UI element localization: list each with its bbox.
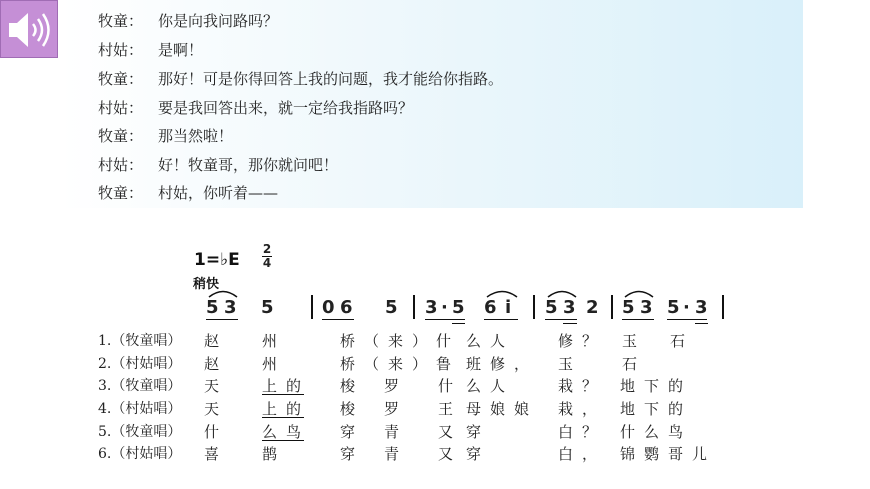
lyric-word: 锦鹦哥儿: [620, 445, 717, 463]
bar-line: [533, 295, 535, 319]
lyric-word: 罗: [384, 400, 409, 418]
lyric-word: 石: [670, 332, 695, 350]
lyric-word: 梭: [340, 400, 365, 418]
key-signature: 1=♭E: [194, 250, 240, 270]
lyric-word: 天: [204, 400, 229, 418]
lyric-word: 什: [204, 423, 229, 441]
lyric-word: 上的: [262, 377, 311, 395]
lyric-label: 5.（牧童唱）: [98, 424, 182, 440]
lyric-label: 1.（牧童唱）: [98, 333, 182, 349]
note: 3: [640, 297, 653, 318]
slur-icon: [485, 288, 519, 298]
dialog-text: 那当然啦！: [158, 127, 234, 145]
lyric-word: 栽，: [558, 400, 607, 418]
dialog-line: [98, 10, 278, 31]
tempo-marking: 稍快: [193, 277, 220, 292]
note: 5: [385, 297, 398, 318]
lyric-label: 3.（牧童唱）: [98, 378, 182, 394]
lyric-word: 什: [438, 377, 463, 395]
note: 5: [206, 297, 219, 318]
lyric-word: 青: [384, 445, 409, 463]
lyric-word: 梭: [340, 377, 365, 395]
lyric-word: 玉: [558, 355, 583, 373]
lyric-word: 么鸟: [262, 423, 311, 441]
lyric-word: 什么鸟: [620, 423, 693, 441]
lyric-word: 罗: [384, 377, 409, 395]
note: 5: [261, 297, 274, 318]
lyric-label: 6.（村姑唱）: [98, 446, 182, 462]
beam: [206, 319, 238, 320]
audio-speaker-button[interactable]: [0, 0, 58, 58]
beam: [425, 319, 465, 320]
lyric-word: 穿: [466, 445, 491, 463]
lyric-word: 州: [262, 355, 287, 373]
note: 5: [545, 297, 558, 318]
note: 3: [224, 297, 237, 318]
slur-icon: [207, 288, 239, 298]
beam: [695, 323, 708, 324]
note: 0: [322, 297, 335, 318]
note: 3: [425, 297, 438, 318]
beam: [545, 319, 577, 320]
note: 5: [667, 297, 680, 318]
lyric-word: 鹊: [262, 445, 287, 463]
lyric-word: 人: [490, 377, 515, 395]
lyric-word: 又: [438, 423, 463, 441]
lyric-word: 穿: [466, 423, 491, 441]
lyric-word: 穿: [340, 423, 365, 441]
dialog-line: [98, 68, 503, 89]
speaker-icon: [1, 1, 59, 59]
beam: [622, 319, 654, 320]
lyric-word: 白，: [558, 445, 607, 463]
lyric-word: 玉: [622, 332, 647, 350]
dialog-line: [98, 182, 278, 203]
lyric-word: 地下的: [620, 377, 693, 395]
dialog-text: 是啊！: [158, 41, 204, 59]
lyric-word: 上的: [262, 400, 311, 418]
dialog-text: 好！牧童哥，那你就问吧！: [158, 156, 339, 174]
speaker-name: 牧童：: [98, 70, 144, 88]
speaker-name: 村姑：: [98, 156, 144, 174]
time-top: 2: [262, 242, 272, 256]
bar-line: [413, 295, 415, 319]
slur-icon: [623, 288, 655, 298]
time-signature: [262, 244, 272, 269]
dialog-text: 要是我回答出来，就一定给我指路吗？: [158, 99, 414, 117]
lyric-underline: [262, 440, 304, 441]
lyric-underline: [262, 417, 304, 418]
bar-line: [311, 295, 313, 319]
lyric-word: 么: [466, 377, 491, 395]
bar-line: [722, 295, 724, 319]
lyric-label: 2.（村姑唱）: [98, 356, 182, 372]
dialog-line: [98, 97, 413, 118]
note: 5: [622, 297, 635, 318]
lyric-word: 栽？: [558, 377, 607, 395]
beam: [484, 319, 518, 320]
lyric-word: 修，: [490, 355, 539, 373]
speaker-name: 村姑：: [98, 99, 144, 117]
lyric-word: 赵: [204, 355, 229, 373]
lyric-word: 班: [466, 355, 491, 373]
lyric-word: 娘娘: [490, 400, 539, 418]
lyric-word: 又: [438, 445, 463, 463]
dialog-text: 村姑，你听着——: [158, 184, 279, 202]
lyric-underline: [262, 394, 304, 395]
dialog-line: [98, 125, 233, 146]
lyric-word: 王: [438, 400, 463, 418]
note: ·: [441, 297, 448, 318]
beam: [563, 323, 577, 324]
dialog-line: [98, 39, 203, 60]
speaker-name: 牧童：: [98, 127, 144, 145]
speaker-name: 牧童：: [98, 12, 144, 30]
note: 6: [340, 297, 353, 318]
lyric-word: 穿: [340, 445, 365, 463]
lyric-word: 么: [466, 332, 491, 350]
lyric-word: 桥（来）什: [340, 332, 461, 350]
lyric-word: 天: [204, 377, 229, 395]
note: 3: [563, 297, 576, 318]
note: 6: [484, 297, 497, 318]
lyric-word: 白？: [558, 423, 607, 441]
note: ·: [683, 297, 690, 318]
slur-icon: [546, 288, 578, 298]
lyric-word: 喜: [204, 445, 229, 463]
beam: [452, 323, 465, 324]
lyric-label: 4.（村姑唱）: [98, 401, 182, 417]
note: 5: [452, 297, 465, 318]
dialog-text: 那好！可是你得回答上我的问题，我才能给你指路。: [158, 70, 504, 88]
speaker-name: 村姑：: [98, 41, 144, 59]
note: i: [505, 297, 512, 318]
bar-line: [611, 295, 613, 319]
note: 3: [695, 297, 708, 318]
lyric-word: 青: [384, 423, 409, 441]
dialog-text: 你是向我问路吗？: [158, 12, 279, 30]
beam: [322, 319, 354, 320]
dialog-line: [98, 154, 338, 175]
lyric-word: 母: [466, 400, 491, 418]
lyric-word: 石: [622, 355, 647, 373]
lyric-word: 赵: [204, 332, 229, 350]
speaker-name: 牧童：: [98, 184, 144, 202]
lyric-word: 州: [262, 332, 287, 350]
lyric-word: 地下的: [620, 400, 693, 418]
note: 2: [586, 297, 599, 318]
lyric-word: 人: [490, 332, 515, 350]
beam: [667, 319, 707, 320]
lyric-word: 修？: [558, 332, 607, 350]
time-bottom: 4: [262, 256, 272, 270]
lyric-word: 桥（来）鲁: [340, 355, 461, 373]
